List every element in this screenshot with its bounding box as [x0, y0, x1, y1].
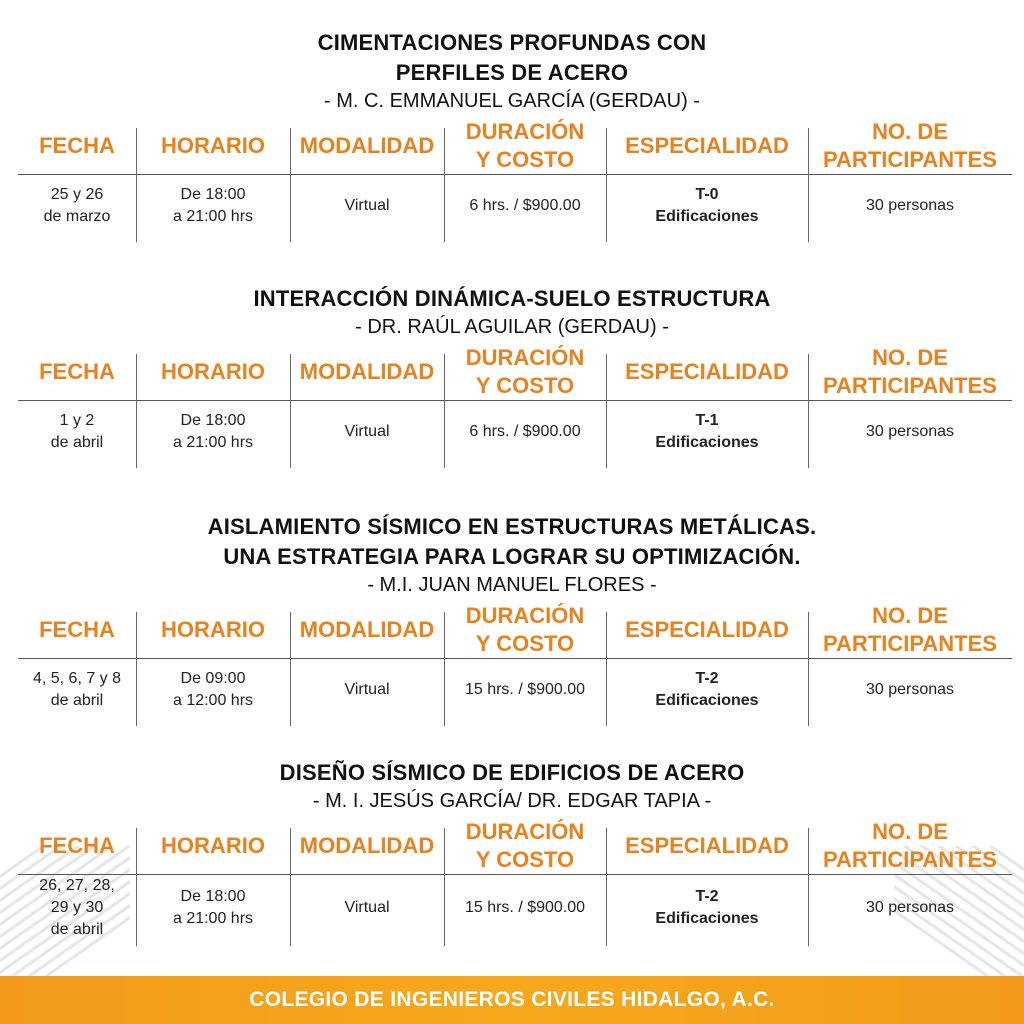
- column-header-text: MODALIDAD: [299, 617, 435, 642]
- fecha-cell-text: 25 y 26: [50, 186, 104, 203]
- course-section: [0, 512, 1024, 709]
- modalidad-cell-text: Virtual: [344, 197, 390, 214]
- costo-cell: [444, 400, 606, 464]
- column-header-text: DURACIÓN Y COSTO: [465, 345, 585, 398]
- column-header: [808, 118, 1012, 174]
- table-header: [18, 344, 1012, 400]
- fecha-cell-text: de abril: [50, 434, 104, 451]
- course-title-line: UNA ESTRATEGIA PARA LOGRAR SU OPTIMIZACIÓN.: [223, 544, 801, 569]
- modalidad-cell: [290, 174, 444, 238]
- course-title-line: INTERACCIÓN DINÁMICA-SUELO ESTRUCTURA: [253, 286, 771, 311]
- column-header: [444, 118, 606, 174]
- footer-text: COLEGIO DE INGENIEROS CIVILES HIDALGO, A.C.: [249, 988, 775, 1011]
- column-header: [18, 818, 136, 874]
- costo-cell-text: 15 hrs. / $900.00: [464, 899, 586, 916]
- participantes-cell-text: 30 personas: [865, 681, 955, 698]
- course-title-line: AISLAMIENTO SÍSMICO EN ESTRUCTURAS METÁLICAS.: [207, 514, 817, 539]
- participantes-cell: [808, 174, 1012, 238]
- horario-cell-text: De 18:00: [180, 888, 246, 905]
- especialidad-cell-text: T-1: [695, 412, 719, 429]
- horario-cell: [136, 658, 290, 722]
- column-header-text: NO. DE PARTICIPANTES: [823, 119, 997, 172]
- fecha-cell-text: de abril: [50, 921, 104, 938]
- course-table: [18, 344, 1012, 468]
- column-header: [444, 602, 606, 658]
- modalidad-cell-text: Virtual: [344, 681, 390, 698]
- course-table: [18, 602, 1012, 726]
- costo-cell: [444, 174, 606, 238]
- horario-cell-text: De 18:00: [180, 412, 246, 429]
- column-header: [18, 118, 136, 174]
- column-header: [606, 118, 808, 174]
- course-section: [0, 758, 1024, 938]
- course-title: [0, 512, 1024, 572]
- especialidad-cell-text: T-2: [695, 888, 719, 905]
- especialidad-cell: [606, 174, 808, 238]
- column-header-text: FECHA: [39, 359, 115, 384]
- modalidad-cell: [290, 874, 444, 942]
- column-header: [808, 602, 1012, 658]
- horario-cell: [136, 874, 290, 942]
- table-row: [18, 874, 1012, 946]
- course-instructor: - M.I. JUAN MANUEL FLORES -: [367, 574, 657, 596]
- column-header-text: FECHA: [39, 133, 115, 158]
- costo-cell-text: 6 hrs. / $900.00: [469, 423, 581, 440]
- column-header-text: MODALIDAD: [299, 833, 435, 858]
- costo-cell-text: 15 hrs. / $900.00: [464, 681, 586, 698]
- column-header-text: MODALIDAD: [299, 133, 435, 158]
- table-header: [18, 602, 1012, 658]
- fecha-cell-text: 4, 5, 6, 7 y 8: [32, 670, 122, 687]
- course-instructor: - M. I. JESÚS GARCÍA/ DR. EDGAR TAPIA -: [312, 790, 712, 812]
- course-title-line: DISEÑO SÍSMICO DE EDIFICIOS DE ACERO: [279, 760, 745, 785]
- column-header-text: ESPECIALIDAD: [625, 833, 789, 858]
- fecha-cell: [18, 400, 136, 464]
- column-header-text: FECHA: [39, 617, 115, 642]
- horario-cell-text: a 21:00 hrs: [172, 208, 254, 225]
- column-header: [18, 602, 136, 658]
- course-table: [18, 818, 1012, 946]
- horario-cell-text: a 21:00 hrs: [172, 434, 254, 451]
- column-header-text: HORARIO: [161, 833, 265, 858]
- course-section: [0, 284, 1024, 451]
- column-header: [444, 818, 606, 874]
- table-row: [18, 658, 1012, 726]
- especialidad-cell: [606, 400, 808, 464]
- table-row: [18, 174, 1012, 242]
- modalidad-cell-text: Virtual: [344, 423, 390, 440]
- column-header-text: ESPECIALIDAD: [625, 359, 789, 384]
- column-header-text: NO. DE PARTICIPANTES: [823, 603, 997, 656]
- column-header: [444, 344, 606, 400]
- table-row: [18, 400, 1012, 468]
- especialidad-cell: [606, 658, 808, 722]
- fecha-cell-text: 26, 27, 28,: [39, 877, 115, 894]
- table-header: [18, 818, 1012, 874]
- column-header: [808, 344, 1012, 400]
- costo-cell: [444, 658, 606, 722]
- especialidad-cell-text: Edificaciones: [655, 434, 759, 451]
- participantes-cell: [808, 874, 1012, 942]
- column-header: [18, 344, 136, 400]
- column-header-text: HORARIO: [161, 359, 265, 384]
- course-table: [18, 118, 1012, 242]
- course-instructor: - DR. RAÚL AGUILAR (GERDAU) -: [355, 316, 669, 338]
- especialidad-cell-text: T-0: [695, 186, 719, 203]
- fecha-cell-text: 29 y 30: [50, 899, 104, 916]
- footer-banner: [0, 976, 1024, 1024]
- especialidad-cell: [606, 874, 808, 942]
- column-header: [136, 602, 290, 658]
- column-header: [136, 818, 290, 874]
- especialidad-cell-text: Edificaciones: [655, 910, 759, 927]
- horario-cell: [136, 174, 290, 238]
- column-header: [290, 602, 444, 658]
- column-header-text: ESPECIALIDAD: [625, 133, 789, 158]
- participantes-cell-text: 30 personas: [865, 423, 955, 440]
- column-header-text: DURACIÓN Y COSTO: [465, 603, 585, 656]
- course-title: [0, 284, 1024, 314]
- column-header: [290, 118, 444, 174]
- course-title-line: PERFILES DE ACERO: [395, 60, 629, 85]
- participantes-cell-text: 30 personas: [865, 197, 955, 214]
- column-header-text: NO. DE PARTICIPANTES: [823, 345, 997, 398]
- horario-cell: [136, 400, 290, 464]
- especialidad-cell-text: T-2: [695, 670, 719, 687]
- fecha-cell-text: de abril: [50, 692, 104, 709]
- participantes-cell: [808, 658, 1012, 722]
- column-header-text: HORARIO: [161, 617, 265, 642]
- participantes-cell: [808, 400, 1012, 464]
- column-header: [606, 818, 808, 874]
- column-header: [606, 602, 808, 658]
- course-instructor: - M. C. EMMANUEL GARCÍA (GERDAU) -: [324, 90, 700, 112]
- column-header-text: DURACIÓN Y COSTO: [465, 819, 585, 872]
- column-header-text: NO. DE PARTICIPANTES: [823, 819, 997, 872]
- course-title: [0, 758, 1024, 788]
- modalidad-cell-text: Virtual: [344, 899, 390, 916]
- table-header: [18, 118, 1012, 174]
- column-header-text: ESPECIALIDAD: [625, 617, 789, 642]
- column-header-text: DURACIÓN Y COSTO: [465, 119, 585, 172]
- column-header-text: HORARIO: [161, 133, 265, 158]
- horario-cell-text: a 12:00 hrs: [172, 692, 254, 709]
- course-title-line: CIMENTACIONES PROFUNDAS CON: [317, 30, 707, 55]
- column-header: [290, 818, 444, 874]
- costo-cell-text: 6 hrs. / $900.00: [469, 197, 581, 214]
- column-header-text: MODALIDAD: [299, 359, 435, 384]
- column-header: [606, 344, 808, 400]
- column-header-text: FECHA: [39, 833, 115, 858]
- course-title: [0, 28, 1024, 88]
- column-header: [808, 818, 1012, 874]
- fecha-cell-text: 1 y 2: [59, 412, 95, 429]
- especialidad-cell-text: Edificaciones: [655, 692, 759, 709]
- fecha-cell: [18, 874, 136, 942]
- horario-cell-text: De 09:00: [180, 670, 246, 687]
- horario-cell-text: De 18:00: [180, 186, 246, 203]
- fecha-cell: [18, 658, 136, 722]
- modalidad-cell: [290, 400, 444, 464]
- fecha-cell-text: de marzo: [43, 208, 111, 225]
- participantes-cell-text: 30 personas: [865, 899, 955, 916]
- column-header: [290, 344, 444, 400]
- column-header: [136, 344, 290, 400]
- fecha-cell: [18, 174, 136, 238]
- costo-cell: [444, 874, 606, 942]
- column-header: [136, 118, 290, 174]
- modalidad-cell: [290, 658, 444, 722]
- horario-cell-text: a 21:00 hrs: [172, 910, 254, 927]
- especialidad-cell-text: Edificaciones: [655, 208, 759, 225]
- course-section: [0, 28, 1024, 225]
